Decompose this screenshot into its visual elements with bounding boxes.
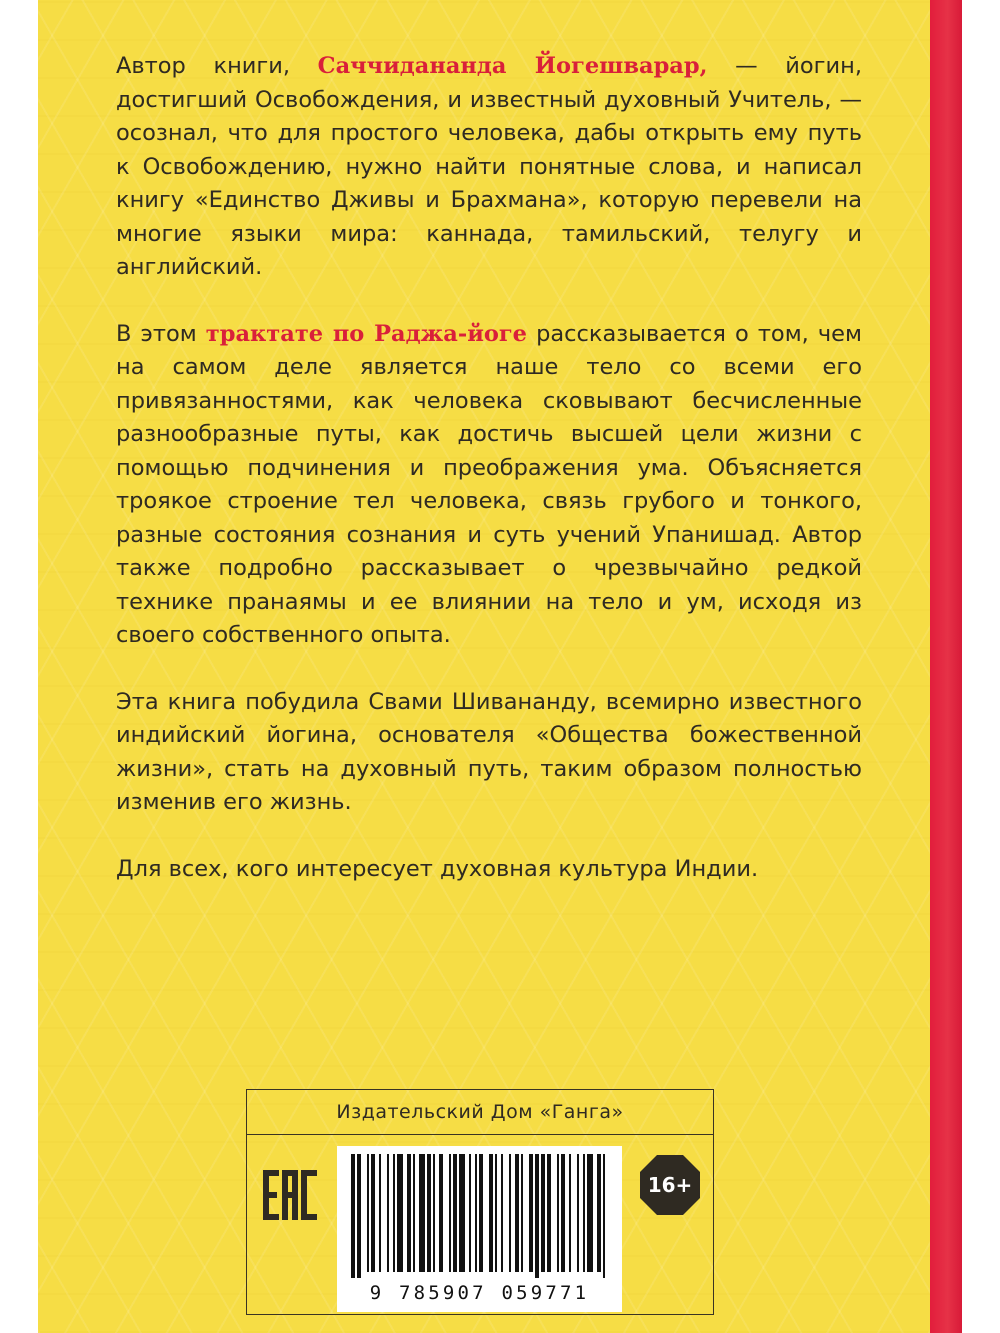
paragraph-influence: Эта книга побудила Свами Шивананду, всемирно известного индийский йогина, основателя «Общества божественной жизни», стать на духовный путь, таким образом полностью изменив его жизнь.: [116, 688, 862, 815]
treatise-title: трактате по Раджа-йоге: [205, 320, 527, 347]
barcode-bar: [529, 1154, 533, 1272]
barcode-bar: [433, 1154, 435, 1272]
imprint-box: [246, 1089, 714, 1315]
publisher-name: Издательский Дом «Ганга»: [247, 1090, 713, 1135]
barcode-bar: [449, 1154, 451, 1272]
barcode-bar: [479, 1154, 483, 1272]
barcode-bar: [583, 1154, 585, 1272]
author-name: Саччидананда Йогешварар,: [317, 53, 708, 79]
barcode-bars: [347, 1154, 612, 1280]
paragraph-audience: Для всех, кого интересует духовная культура Индии.: [116, 855, 759, 882]
barcode-bar: [495, 1154, 497, 1272]
barcode-bar: [547, 1154, 551, 1272]
barcode-bar: [603, 1154, 605, 1278]
barcode-bar: [587, 1154, 593, 1272]
isbn-digits: 9 785907 059771: [369, 1282, 590, 1304]
barcode-bar: [397, 1154, 403, 1272]
barcode-bar: [541, 1154, 545, 1272]
barcode-bar: [509, 1154, 511, 1272]
paragraph-text: Автор книги,: [116, 53, 318, 79]
paragraph-text: — йогин, достигший Освобождения, и известный духовный Учитель, — осознал, что для простого человека, дабы открыть ему путь к Освобождению, нужно найти понятные слова, и написал книгу «Единство Дживы и Брахмана», которую перевели на многие языки мира: каннада, тамильский, телугу и английский.: [116, 53, 862, 280]
barcode-bar: [407, 1154, 411, 1272]
barcode-bar: [489, 1154, 493, 1272]
barcode-bar: [569, 1154, 571, 1272]
barcode-bar: [439, 1154, 443, 1272]
barcode-bar: [419, 1154, 425, 1272]
barcode-bar: [379, 1154, 381, 1272]
barcode-bar: [501, 1154, 503, 1272]
barcode-bar: [387, 1154, 389, 1272]
annotation-text: [116, 50, 862, 919]
barcode-bar: [413, 1154, 415, 1272]
barcode-bar: [351, 1154, 355, 1278]
paragraph-text: В этом: [116, 320, 206, 347]
age-rating-label: 16+: [647, 1173, 693, 1197]
barcode-bar: [535, 1154, 539, 1278]
barcode-bar: [521, 1154, 523, 1272]
paragraph-author: [116, 50, 862, 285]
barcode-bar: [577, 1154, 579, 1272]
barcode-bar: [371, 1154, 375, 1272]
spine-edge: [930, 0, 962, 1333]
paragraph-treatise: [116, 318, 862, 653]
barcode-bar: [597, 1154, 601, 1272]
barcode-bar: [561, 1154, 565, 1272]
barcode-bar: [427, 1154, 431, 1272]
paragraph-text: рассказывается о том, чем на самом деле является наше тело со всеми его привязанностями, как человека сковывают бесчисленные разнообразные путы, как достичь высшей цели жизни с помощью подчинения и преображения ума. Объясняется троякое строение тел человека, связь грубого и тонкого, разные состояния сознания и суть учений Упанишад. Автор также подробно рассказывает о чрезвычайно редкой технике пранаямы и ее влиянии на тело и ум, исходя из своего собственного опыта.: [116, 320, 862, 648]
eac-certification-mark: [261, 1166, 319, 1224]
barcode-bar: [557, 1154, 559, 1272]
barcode-bar: [393, 1154, 395, 1272]
barcode-bar: [475, 1154, 477, 1272]
barcode-bar: [459, 1154, 465, 1272]
barcode-bar: [453, 1154, 457, 1272]
barcode-bar: [367, 1154, 369, 1272]
barcode-bar: [515, 1154, 519, 1272]
barcode-bar: [469, 1154, 471, 1272]
barcode-bar: [357, 1154, 361, 1278]
barcode: [337, 1146, 622, 1312]
